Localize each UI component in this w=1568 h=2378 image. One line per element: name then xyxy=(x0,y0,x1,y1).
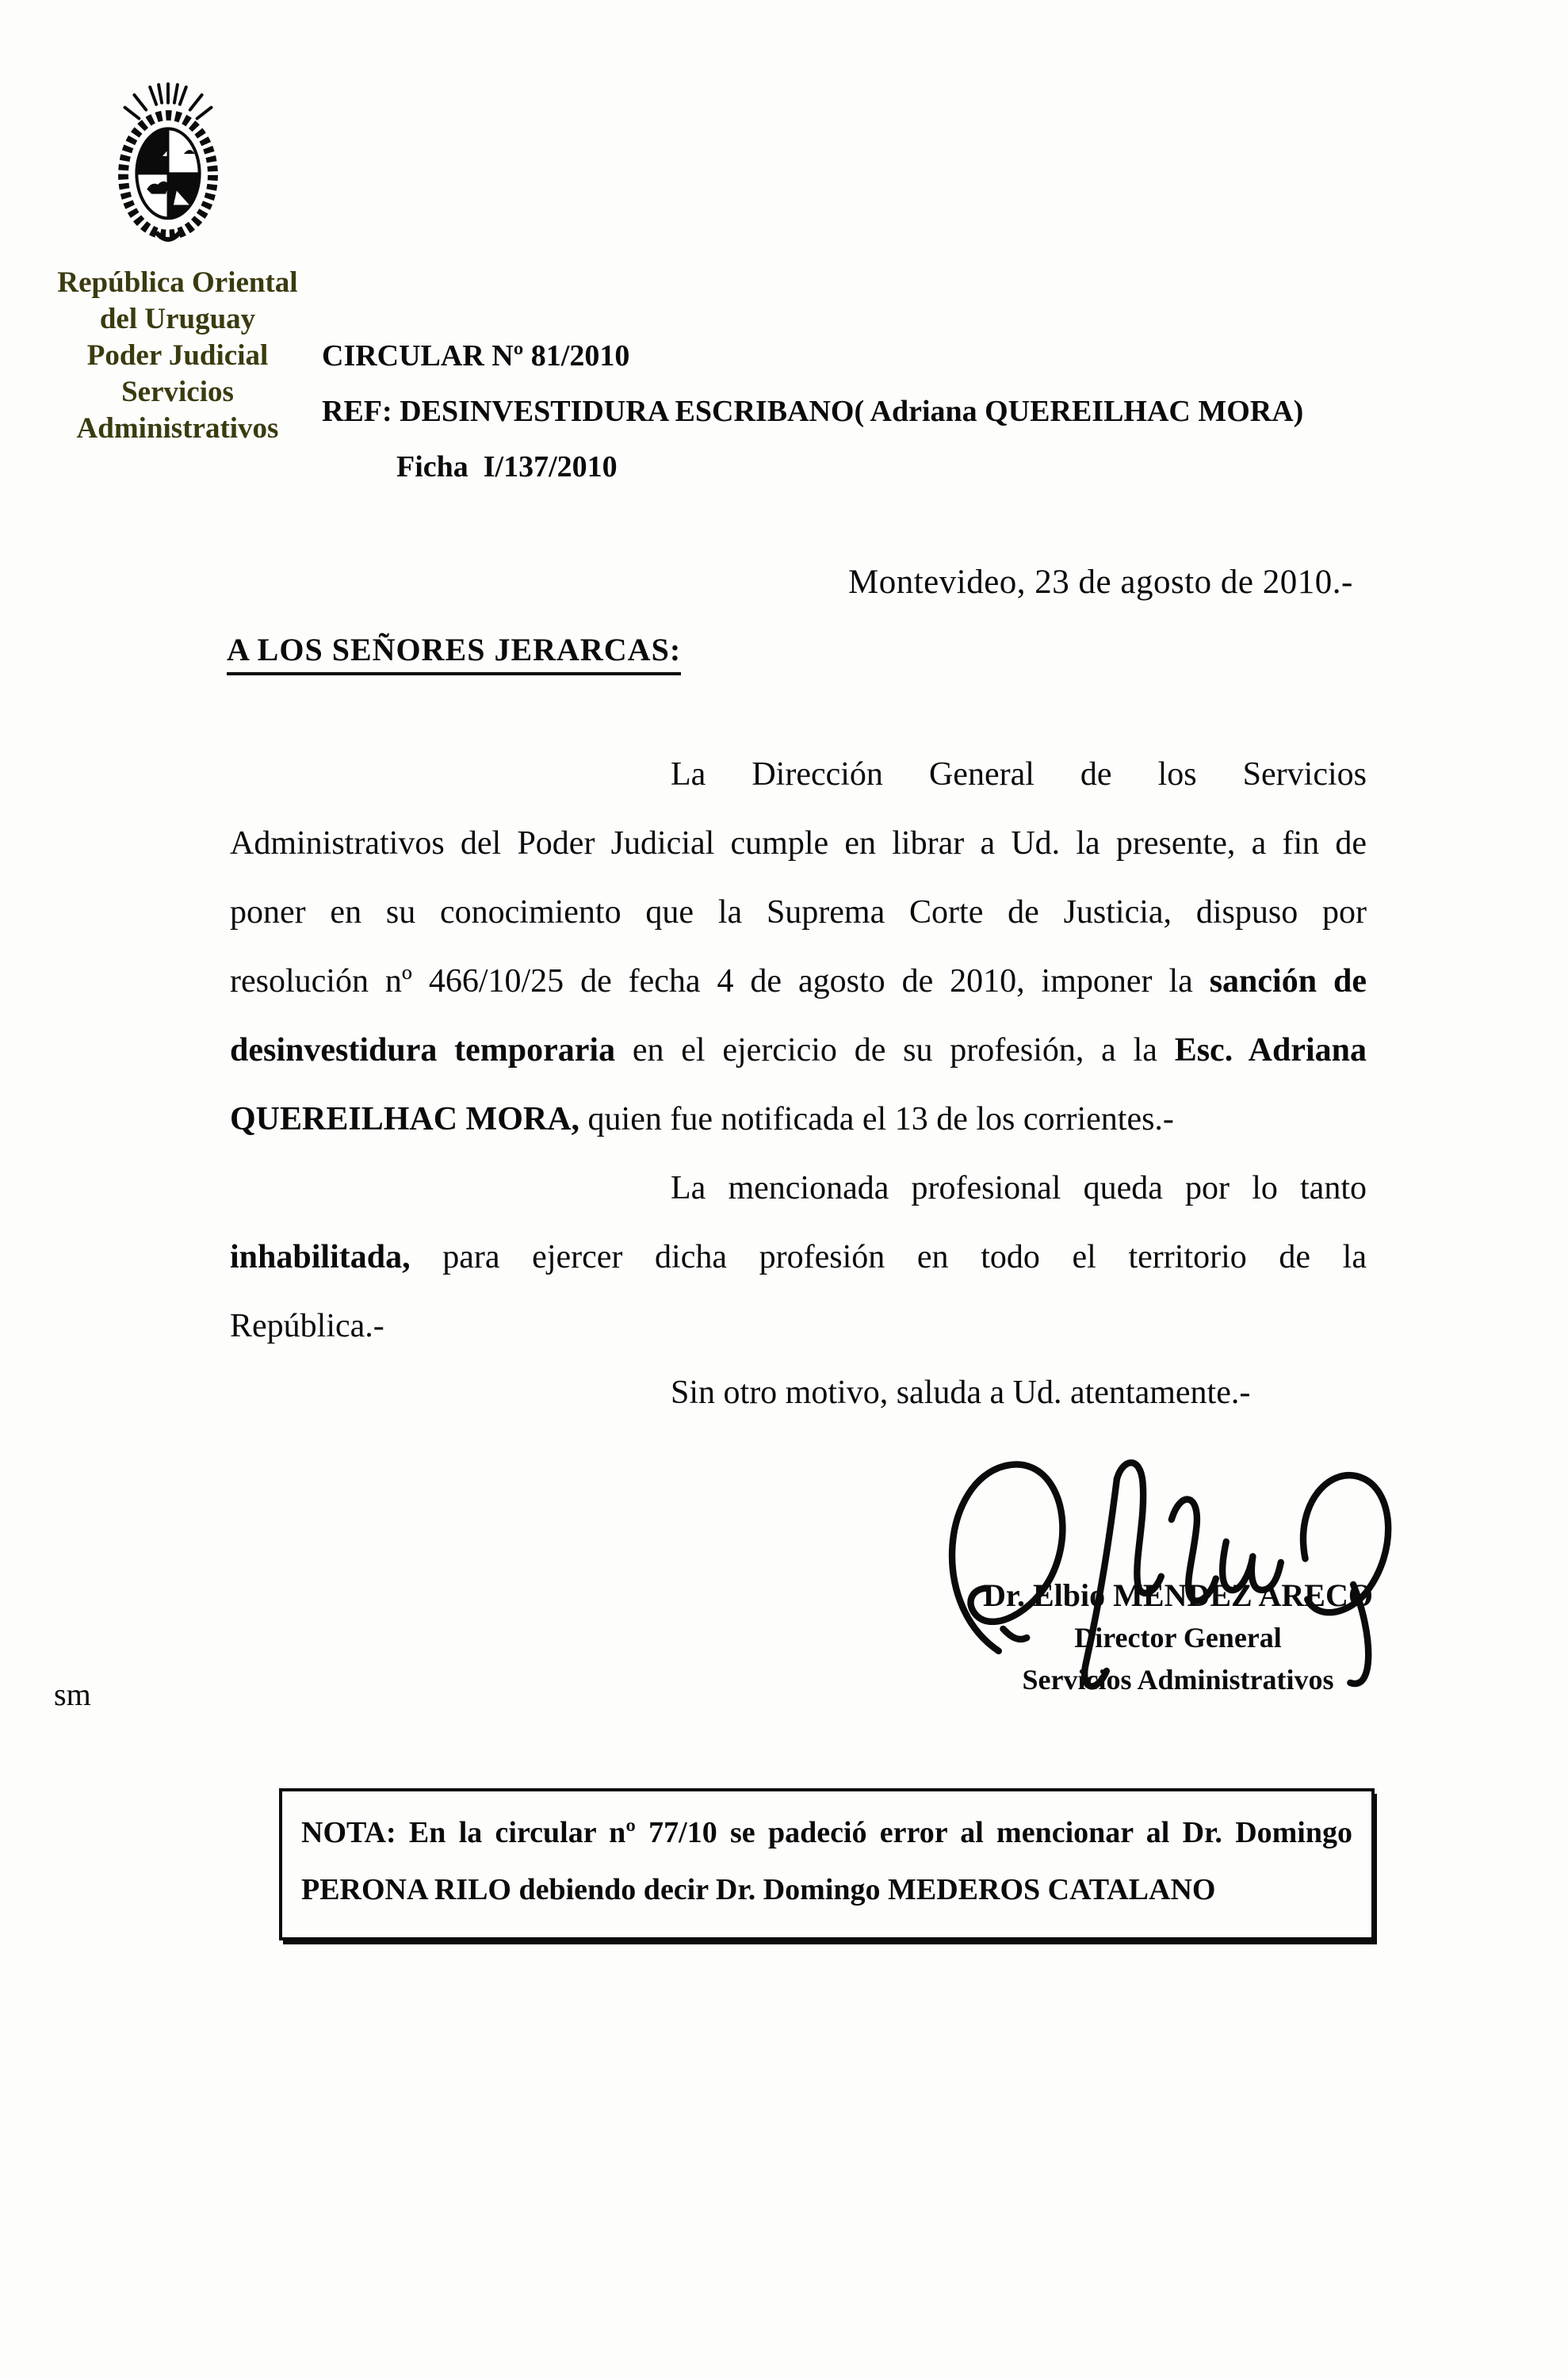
body-text: resolución nº 466/10/25 de fecha 4 de agosto de 2010, imponer la xyxy=(230,963,1210,1000)
body-line: La mencionada profesional queda por lo tanto xyxy=(671,1170,1367,1206)
org-line: del Uruguay xyxy=(99,303,256,335)
uruguay-coat-of-arms-icon xyxy=(108,73,228,246)
closing-line: Sin otro motivo, saluda a Ud. atentamente.- xyxy=(671,1374,1251,1411)
note-line: NOTA: En la circular nº 77/10 se padeció error al mencionar al Dr. Domingo xyxy=(301,1816,1352,1849)
org-line: Poder Judicial xyxy=(86,339,269,372)
body-line: poner en su conocimiento que la Suprema Corte de Justicia, dispuso por xyxy=(230,894,1367,931)
body-line: La Dirección General de los Servicios xyxy=(671,756,1367,793)
body-text-bold: QUEREILHAC MORA, xyxy=(230,1101,580,1137)
body-text: para ejercer dicha profesión en todo el territorio de la xyxy=(410,1239,1367,1275)
circular-header-block xyxy=(322,339,1303,506)
body-line xyxy=(230,1085,1367,1154)
correction-note-box xyxy=(279,1788,1375,1940)
letter-date: Montevideo, 23 de agosto de 2010.- xyxy=(848,564,1353,601)
body-line: República.- xyxy=(230,1308,384,1344)
body-text-bold: inhabilitada, xyxy=(230,1239,411,1275)
org-name-block xyxy=(17,265,338,447)
body-line: Administrativos del Poder Judicial cumple en librar a Ud. la presente, a fin de xyxy=(230,825,1367,862)
salutation: A LOS SEÑORES JERARCAS: xyxy=(227,631,681,675)
org-line: República Oriental xyxy=(57,266,298,299)
body-line xyxy=(230,1223,1367,1292)
signature-block xyxy=(954,1574,1402,1701)
body-text-bold: desinvestidura temporaria xyxy=(230,1032,616,1069)
body-text-bold: Esc. Adriana xyxy=(1174,1032,1367,1069)
ficha-line: Ficha I/137/2010 xyxy=(396,450,618,484)
letter-body xyxy=(230,740,1367,1361)
body-text: en el ejercicio de su profesión, a la xyxy=(615,1032,1175,1069)
body-line xyxy=(230,947,1367,1016)
signatory-title: Director General xyxy=(1074,1622,1282,1654)
org-line: Administrativos xyxy=(76,412,279,445)
body-text-bold: sanción de xyxy=(1209,963,1367,1000)
body-line xyxy=(230,1016,1367,1085)
body-text: quien fue notificada el 13 de los corrientes.- xyxy=(579,1101,1174,1137)
signatory-name: Dr. Elbio MENDEZ ARECO xyxy=(983,1577,1373,1613)
typist-initials: sm xyxy=(54,1676,91,1712)
ref-line: REF: DESINVESTIDURA ESCRIBANO( Adriana QUEREILHAC MORA) xyxy=(322,395,1304,428)
circular-number: CIRCULAR Nº 81/2010 xyxy=(322,339,630,373)
signatory-org: Servicios Administrativos xyxy=(1022,1664,1334,1696)
note-line: PERONA RILO debiendo decir Dr. Domingo MEDEROS CATALANO xyxy=(301,1873,1216,1906)
org-line: Servicios xyxy=(121,376,234,408)
